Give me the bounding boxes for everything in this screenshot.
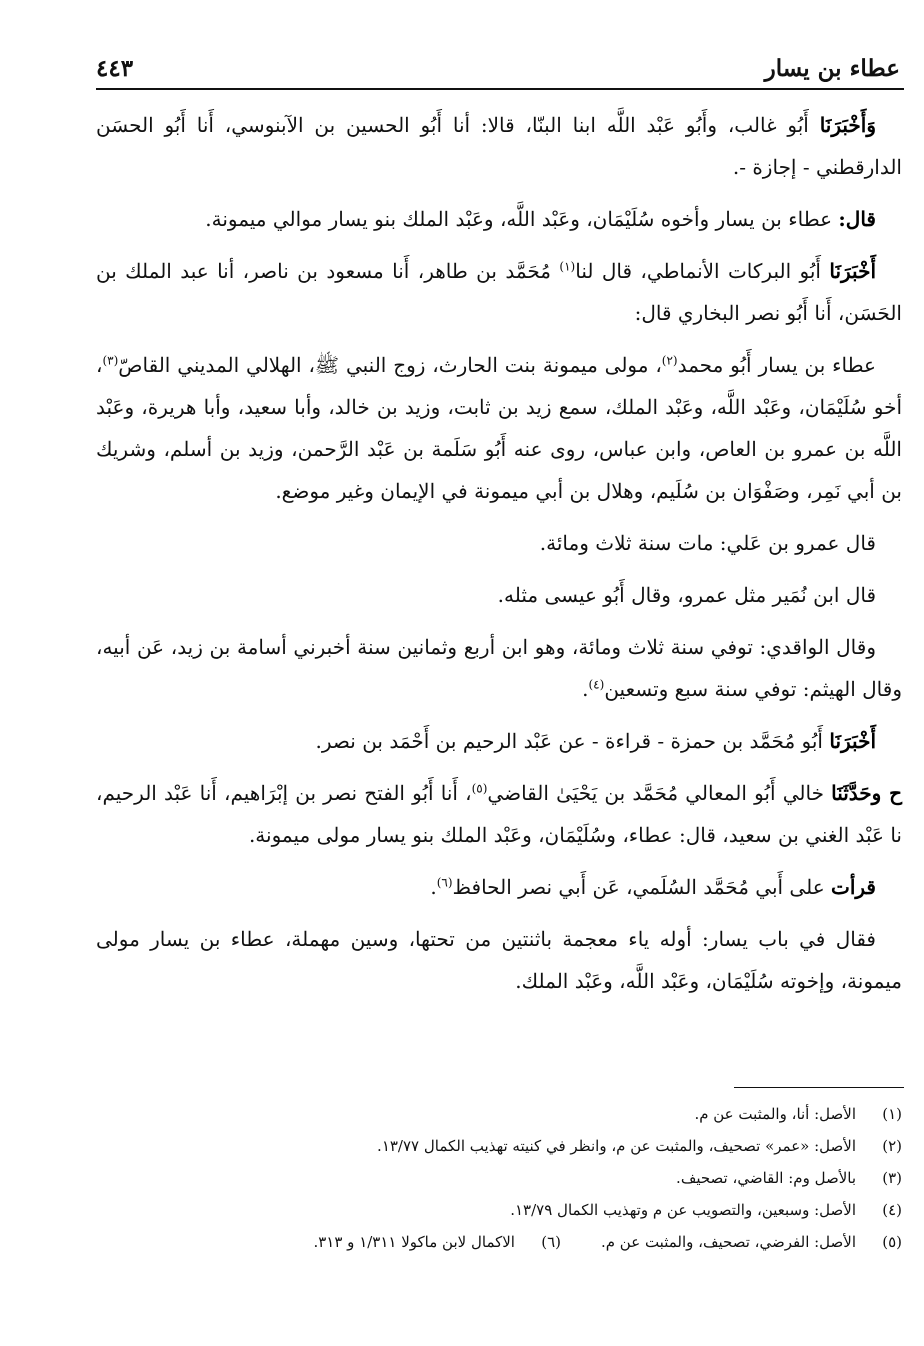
paragraph-text: أَبُو البركات الأنماطي، قال لنا bbox=[575, 259, 830, 283]
footnote-text: بالأصل وم: القاضي، تصحيف. bbox=[676, 1169, 856, 1187]
paragraph-text: . bbox=[582, 677, 589, 701]
footnote-number: (٣) bbox=[882, 1169, 902, 1187]
paragraph-lead: وَأَخْبَرَنَا bbox=[819, 113, 876, 137]
paragraph-text: فقال في باب يسار: أوله ياء معجمة باثنتين من تحتها، وسين مهملة، عطاء بن يسار مولى ميمونة، وإخوته سُلَيْمَان، وعَبْد اللَّه، وعَبْد الملك. bbox=[96, 927, 902, 993]
footnote-marker: (٢) bbox=[661, 353, 678, 368]
footnote-4 bbox=[96, 1194, 902, 1226]
paragraph-text: ، مولى ميمونة بنت الحارث، زوج النبي ﷺ، الهلالي المديني القاصّ bbox=[118, 353, 662, 377]
paragraph-10 bbox=[96, 866, 902, 908]
footnote-marker: (٦) bbox=[436, 875, 453, 890]
footnote-3 bbox=[96, 1162, 902, 1194]
paragraph-9 bbox=[96, 772, 902, 856]
footnote-marker: (٣) bbox=[102, 353, 119, 368]
paragraph-8 bbox=[96, 720, 902, 762]
paragraph-1 bbox=[96, 104, 902, 188]
footnote-number: (٢) bbox=[882, 1137, 902, 1155]
footnote-5 bbox=[601, 1226, 902, 1258]
footnote-6 bbox=[313, 1226, 561, 1258]
paragraph-text: قال ابن نُمَير مثل عمرو، وقال أَبُو عيسى مثله. bbox=[497, 583, 876, 607]
paragraph-text: ، أخو سُلَيْمَان، وعَبْد اللَّه، وعَبْد الملك، سمع زيد بن ثابت، وزيد بن خالد، وأبا سعيد، وأبا هريرة، وعَبْد اللَّه بن عمرو بن العاص، وابن عباس، روى عنه أَبُو سَلَمة بن عَبْد الرَّحمن، وزيد بن أسلم، وشريك بن أبي نَمِر، وصَفْوَان بن سُلَيم، وهلال بن أبي ميمونة في الإيمان وغير موضع. bbox=[96, 353, 902, 503]
paragraph-text: . bbox=[430, 875, 437, 899]
footnote-1 bbox=[96, 1098, 902, 1130]
page-header bbox=[96, 44, 900, 84]
paragraph-text: مُحَمَّد بن طاهر، أَنا مسعود بن ناصر، أنا عبد الملك بن الحَسَن، أَنا أَبُو نصر البخاري قال: bbox=[96, 259, 902, 325]
paragraph-5 bbox=[96, 522, 902, 564]
footnote-number: (١) bbox=[882, 1105, 902, 1123]
paragraph-lead: قال: bbox=[838, 207, 876, 231]
paragraph-4 bbox=[96, 344, 902, 512]
paragraph-11 bbox=[96, 918, 902, 1002]
paragraph-6 bbox=[96, 574, 902, 616]
paragraph-text: قال عمرو بن عَلي: مات سنة ثلاث ومائة. bbox=[539, 531, 876, 555]
page-number: ٤٤٣ bbox=[96, 55, 134, 82]
footnotes bbox=[96, 1098, 902, 1258]
footnote-2 bbox=[96, 1130, 902, 1162]
footnote-marker: (٤) bbox=[588, 677, 605, 692]
paragraph-text: وقال الواقدي: توفي سنة ثلاث ومائة، وهو ابن أربع وثمانين سنة أخبرني أسامة بن زيد، عَن أبيه، وقال الهيثم: توفي سنة سبع وتسعين bbox=[96, 635, 902, 701]
paragraph-lead: أَخْبَرَنَا bbox=[829, 729, 876, 753]
paragraph-text: على أَبي مُحَمَّد السُلَمي، عَن أَبي نصر الحافظ bbox=[452, 875, 832, 899]
paragraph-text: أَبُو غالب، وأَبُو عَبْد اللَّه ابنا البنّا، قالا: أنا أَبُو الحسين بن الآبنوسي، أَنا أَبُو الحسَن الدارقطني - إجازة -. bbox=[96, 113, 902, 179]
main-text bbox=[96, 104, 902, 1012]
paragraph-text: عطاء بن يسار أَبُو محمد bbox=[677, 353, 876, 377]
paragraph-text: خالي أَبُو المعالي مُحَمَّد بن يَحْيَىٰ القاضي bbox=[487, 781, 832, 805]
paragraph-lead: ح وحَدَّثَنَا bbox=[831, 781, 902, 805]
footnote-number: (٦) bbox=[541, 1233, 561, 1251]
footnote-text: الاكمال لابن ماكولا ١/٣١١ و ٣١٣. bbox=[313, 1233, 515, 1251]
paragraph-3 bbox=[96, 250, 902, 334]
paragraph-lead: قرأت bbox=[831, 875, 876, 899]
footnote-text: الأصل: أنا، والمثبت عن م. bbox=[694, 1105, 856, 1123]
paragraph-text: عطاء بن يسار وأخوه سُلَيْمَان، وعَبْد اللَّه، وعَبْد الملك بنو يسار موالي ميمونة. bbox=[205, 207, 839, 231]
paragraph-text: أَبُو مُحَمَّد بن حمزة - قراءة - عن عَبْد الرحيم بن أَحْمَد بن نصر. bbox=[315, 729, 830, 753]
paragraph-text: ، أَنا أَبُو الفتح نصر بن إبْرَاهيم، أَنا عَبْد الرحيم، نا عَبْد الغني بن سعيد، قال: عطاء، وسُلَيْمَان، وعَبْد الملك بنو يسار مولى ميمونة. bbox=[96, 781, 902, 847]
footnote-row bbox=[96, 1226, 902, 1258]
footnote-marker: (١) bbox=[559, 259, 576, 274]
footnote-rule bbox=[734, 1087, 904, 1088]
footnote-number: (٤) bbox=[882, 1201, 902, 1219]
footnote-text: الأصل: «عمر» تصحيف، والمثبت عن م، وانظر في كنيته تهذيب الكمال ١٣/٧٧. bbox=[377, 1137, 856, 1155]
footnote-text: الأصل: وسبعين، والتصويب عن م وتهذيب الكمال ١٣/٧٩. bbox=[510, 1201, 856, 1219]
paragraph-lead: أَخْبَرَنَا bbox=[829, 259, 877, 283]
header-rule bbox=[96, 88, 904, 90]
footnote-marker: (٥) bbox=[471, 781, 488, 796]
footnote-number: (٥) bbox=[882, 1233, 902, 1251]
running-title: عطاء بن يسار bbox=[764, 55, 900, 82]
footnote-text: الأصل: الفرضي، تصحيف، والمثبت عن م. bbox=[600, 1233, 856, 1251]
paragraph-7 bbox=[96, 626, 902, 710]
paragraph-2 bbox=[96, 198, 902, 240]
